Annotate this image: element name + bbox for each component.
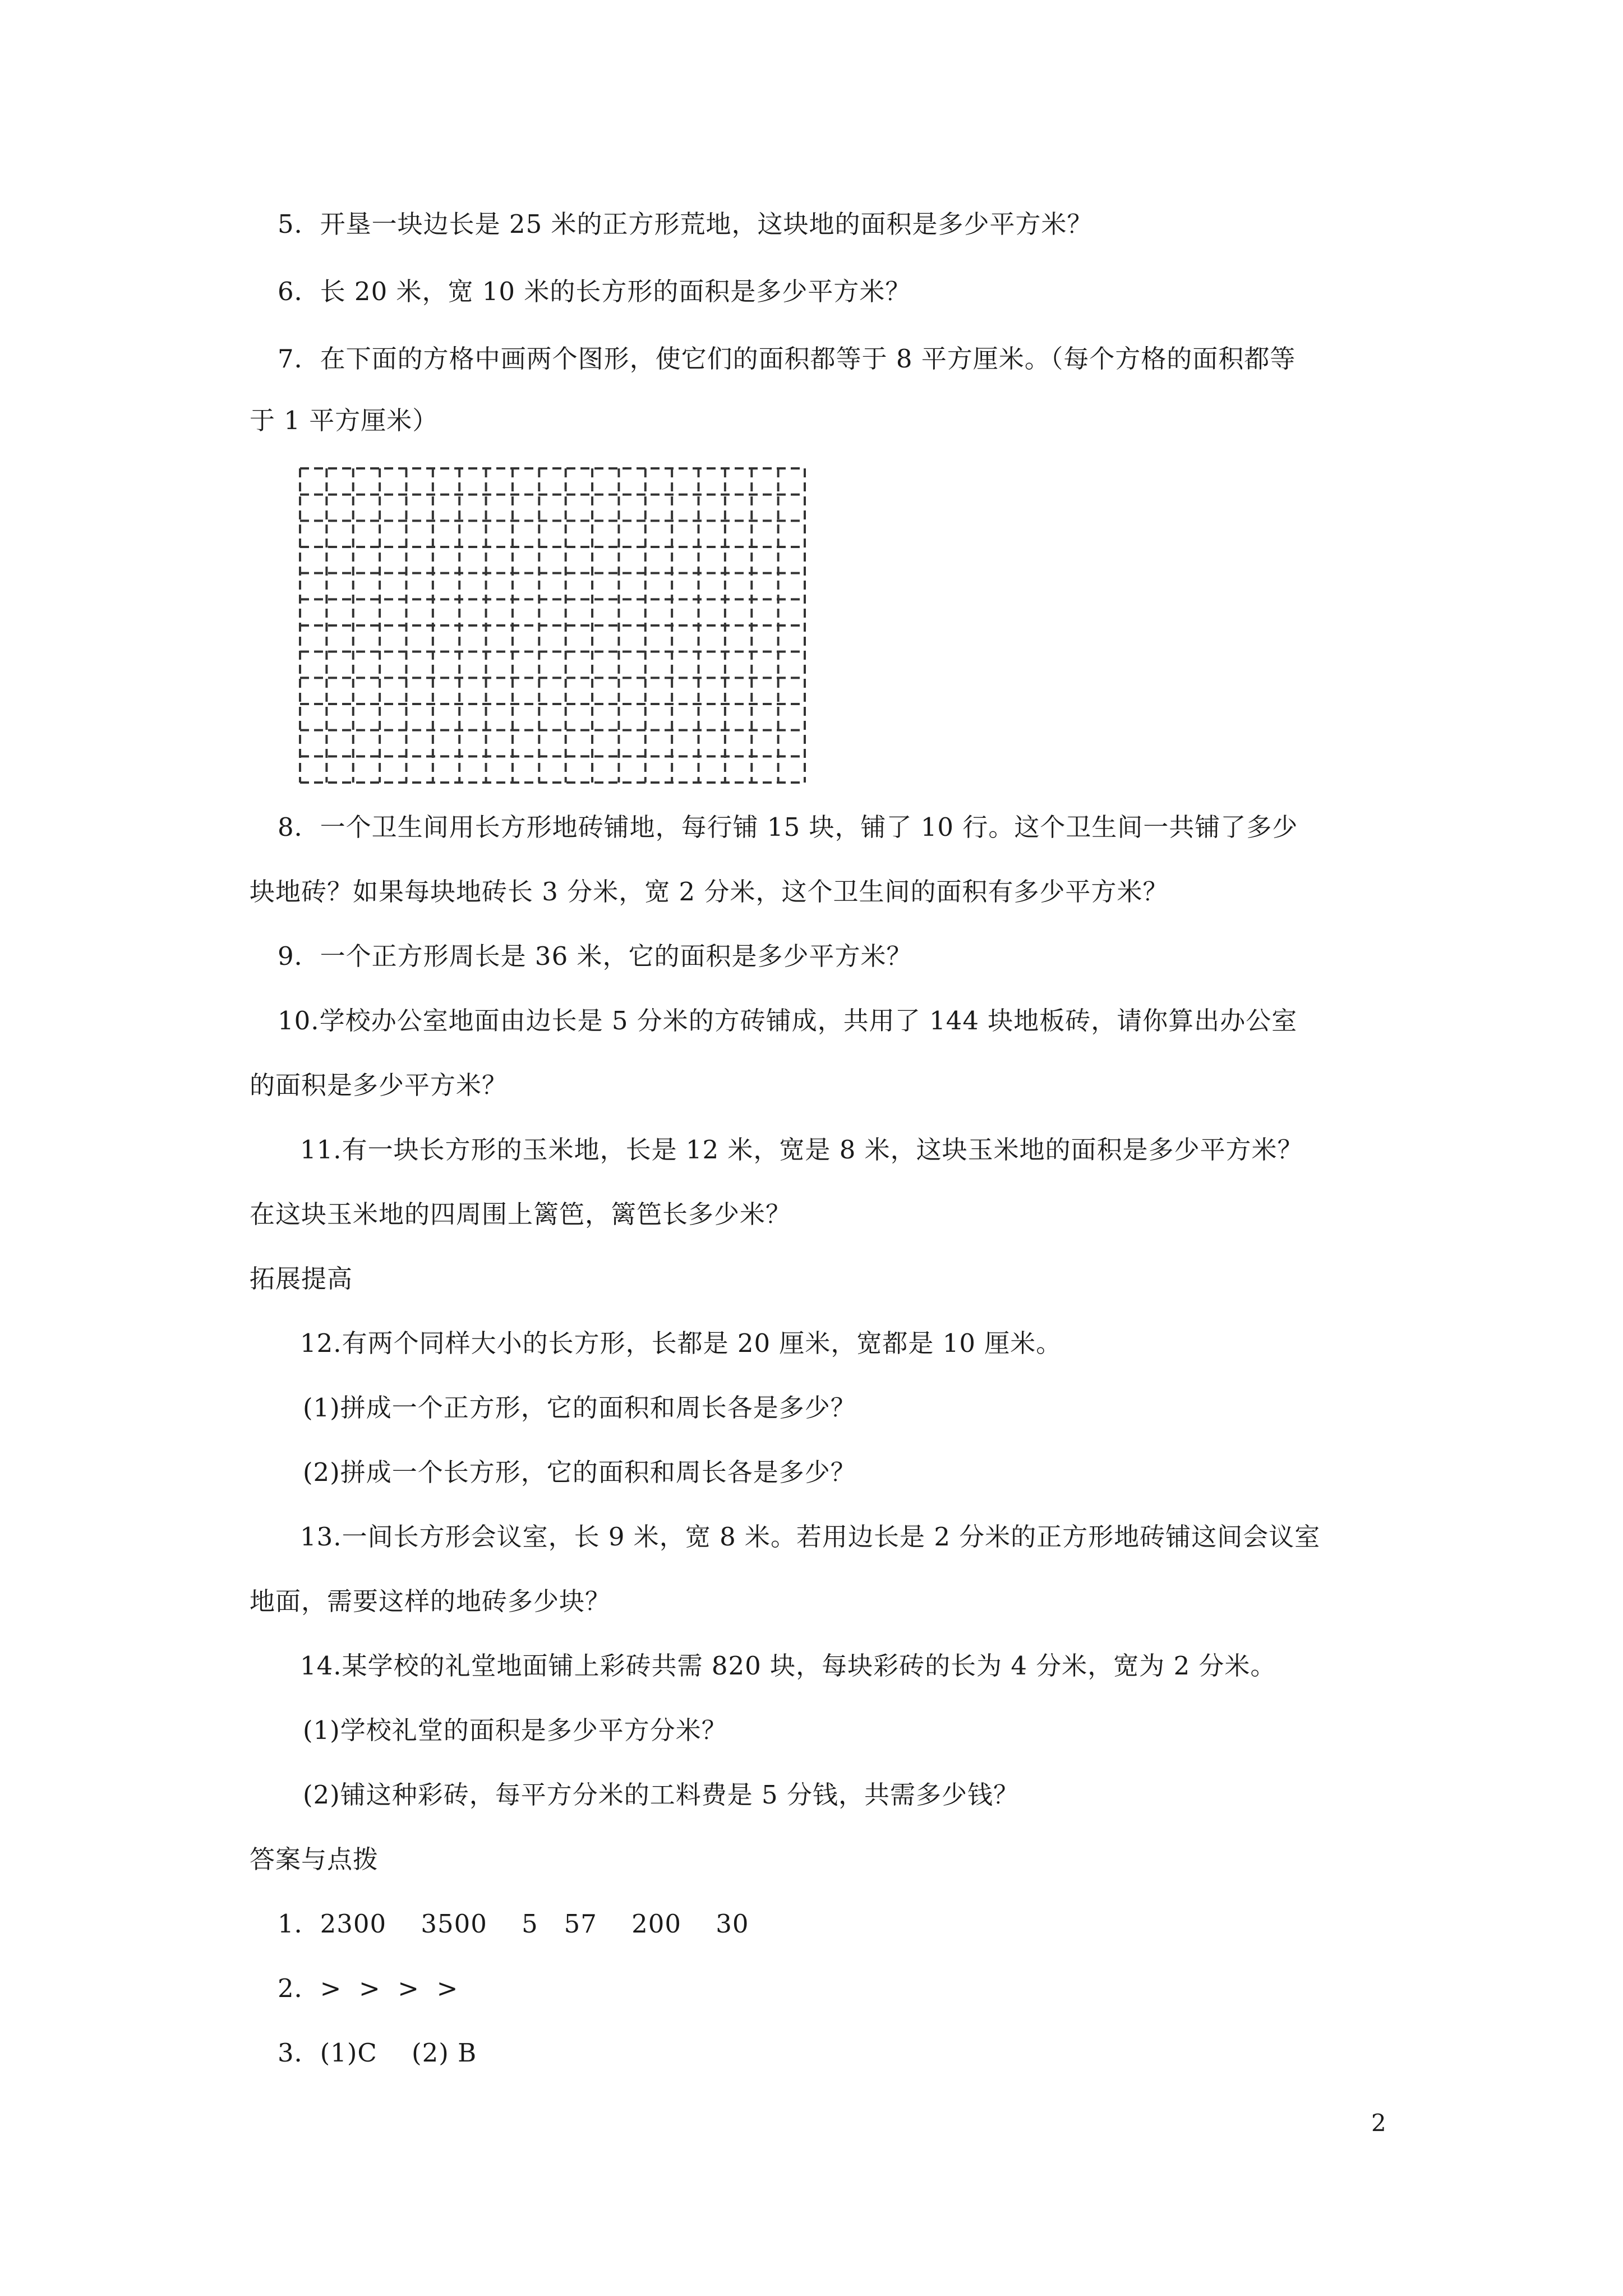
question-10-line-2: 的面积是多少平方米？ (250, 1070, 508, 1100)
question-7-line-1: 7．在下面的方格中画两个图形，使它们的面积都等于 8 平方厘米。（每个方格的面积都等 (278, 344, 1296, 374)
question-14-part-1: (1)学校礼堂的面积是多少平方分米？ (303, 1715, 727, 1745)
question-11-line-1: 11.有一块长方形的玉米地，长是 12 米，宽是 8 米，这块玉米地的面积是多少平方米？ (300, 1135, 1303, 1165)
question-6: 6．长 20 米，宽 10 米的长方形的面积是多少平方米？ (278, 277, 911, 306)
question-13-line-2: 地面，需要这样的地砖多少块？ (250, 1586, 611, 1616)
page-number: 2 (1371, 2109, 1386, 2137)
question-8-line-2: 块地砖？如果每块地砖长 3 分米，宽 2 分米，这个卫生间的面积有多少平方米？ (250, 877, 1169, 907)
question-13-line-1: 13.一间长方形会议室，长 9 米，宽 8 米。若用边长是 2 分米的正方形地砖铺这间会议室 (300, 1522, 1321, 1552)
answers-heading: 答案与点拨 (250, 1844, 379, 1874)
answer-1: 1．2300 3500 5 57 200 30 (278, 1909, 749, 1939)
question-7-line-2: 于 1 平方厘米） (250, 406, 439, 435)
question-11-line-2: 在这块玉米地的四周围上篱笆，篱笆长多少米？ (250, 1199, 792, 1229)
dashed-square-grid (297, 466, 808, 785)
section-heading-extend: 拓展提高 (250, 1264, 353, 1294)
answer-3: 3．(1)C (2) B (278, 2038, 477, 2068)
question-14-part-2: (2)铺这种彩砖，每平方分米的工料费是 5 分钱，共需多少钱？ (303, 1780, 1019, 1810)
question-14: 14.某学校的礼堂地面铺上彩砖共需 820 块，每块彩砖的长为 4 分米，宽为 2 分米。 (300, 1651, 1276, 1681)
question-12-part-1: (1)拼成一个正方形，它的面积和周长各是多少？ (303, 1393, 856, 1423)
question-12: 12.有两个同样大小的长方形，长都是 20 厘米，宽都是 10 厘米。 (300, 1328, 1062, 1358)
question-12-part-2: (2)拼成一个长方形，它的面积和周长各是多少？ (303, 1457, 856, 1487)
question-9: 9．一个正方形周长是 36 米，它的面积是多少平方米？ (278, 941, 912, 971)
answer-2: 2．> > > > (278, 1973, 459, 2003)
question-5: 5．开垦一块边长是 25 米的正方形荒地，这块地的面积是多少平方米？ (278, 209, 1093, 239)
question-10-line-1: 10.学校办公室地面由边长是 5 分米的方砖铺成，共用了 144 块地板砖，请你算出办公室 (278, 1006, 1298, 1036)
question-8-line-1: 8．一个卫生间用长方形地砖铺地，每行铺 15 块，铺了 10 行。这个卫生间一共铺了多少 (278, 812, 1298, 842)
